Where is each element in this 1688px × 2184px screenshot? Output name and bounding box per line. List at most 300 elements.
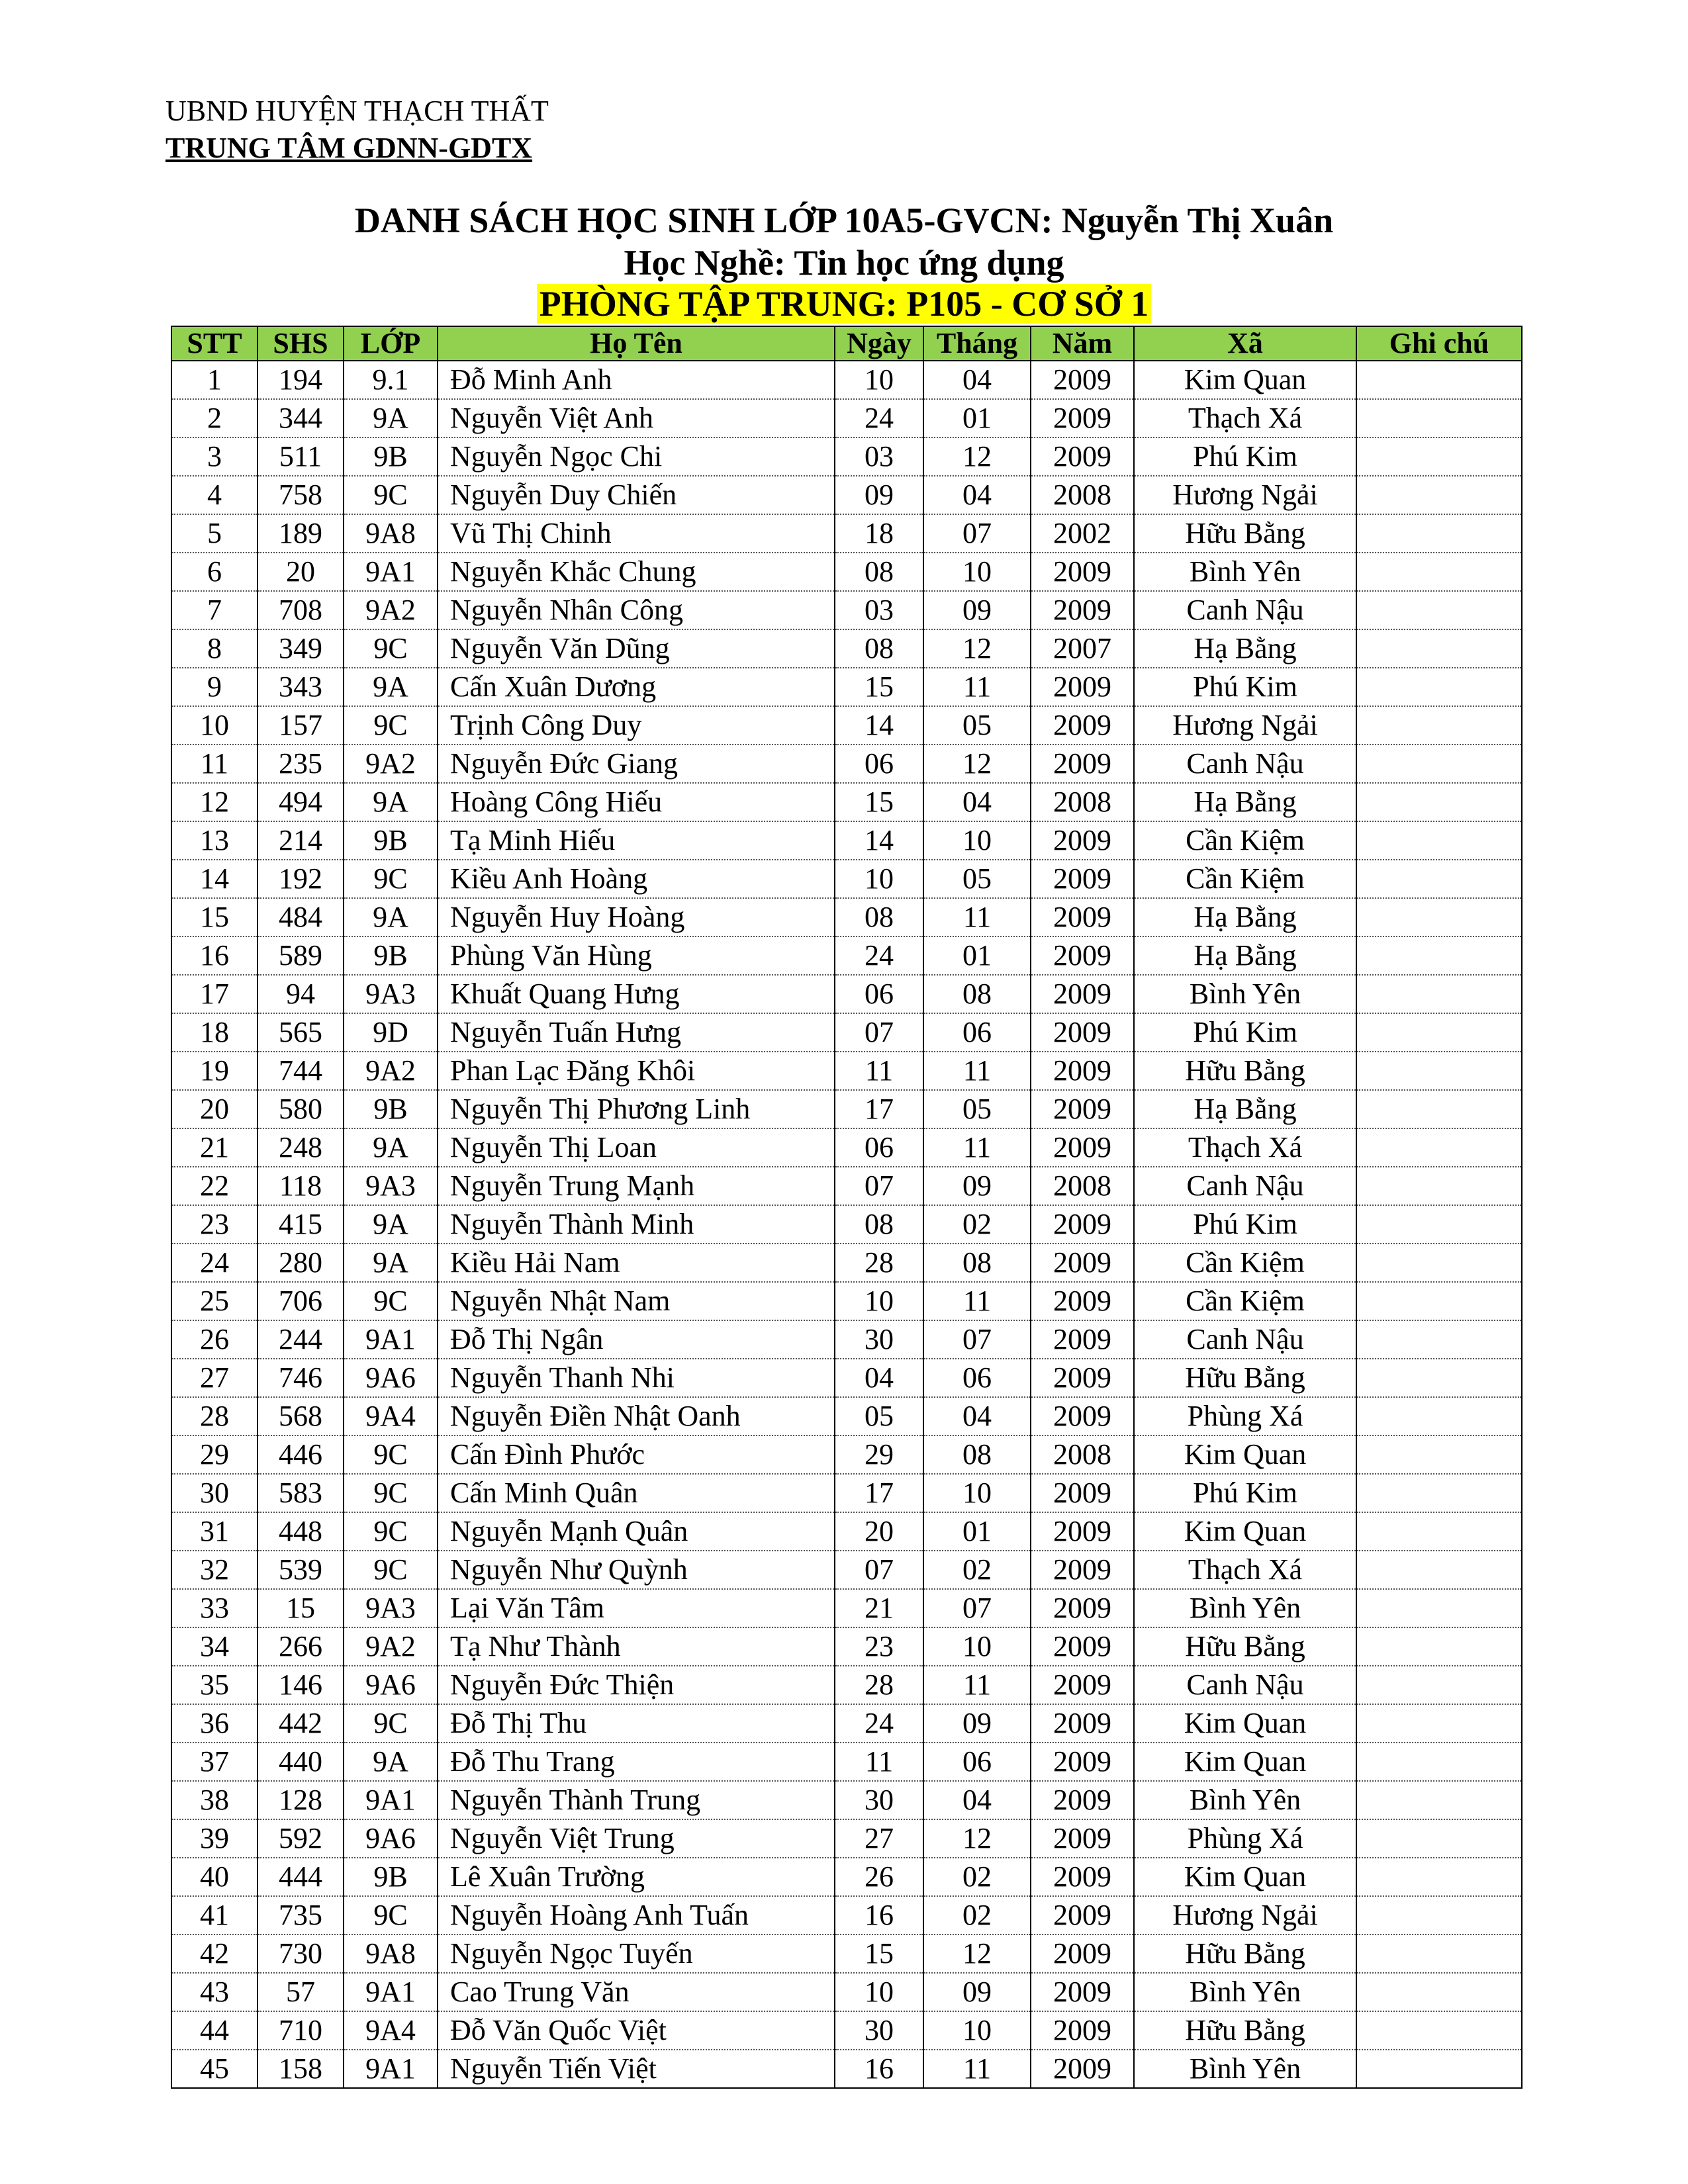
month-cell: 10 [923,1627,1031,1666]
year-cell: 2009 [1031,1743,1134,1781]
note-cell [1356,1973,1522,2011]
stt-cell: 2 [171,399,258,437]
stt-cell: 22 [171,1167,258,1205]
commune-cell: Thạch Xá [1134,399,1356,437]
name-cell: Đỗ Thị Ngân [438,1320,835,1359]
commune-cell: Phùng Xá [1134,1397,1356,1435]
year-cell: 2009 [1031,1320,1134,1359]
note-cell [1356,437,1522,476]
table-row [171,860,1522,898]
stt-cell: 38 [171,1781,258,1819]
day-cell: 15 [835,668,923,706]
day-cell: 07 [835,1167,923,1205]
month-cell: 02 [923,1896,1031,1934]
class-cell: 9C [344,706,438,745]
year-cell: 2009 [1031,1244,1134,1282]
year-cell: 2009 [1031,1858,1134,1896]
year-cell: 2009 [1031,1589,1134,1627]
shs-cell: 146 [258,1666,344,1704]
shs-cell: 511 [258,437,344,476]
class-cell: 9B [344,437,438,476]
commune-cell: Phùng Xá [1134,1819,1356,1858]
commune-cell: Hương Ngải [1134,476,1356,514]
year-cell: 2009 [1031,1128,1134,1167]
shs-cell: 214 [258,821,344,860]
stt-cell: 11 [171,745,258,783]
class-cell: 9A [344,1244,438,1282]
class-cell: 9B [344,1858,438,1896]
day-cell: 03 [835,591,923,629]
note-cell [1356,1781,1522,1819]
day-cell: 28 [835,1244,923,1282]
month-cell: 02 [923,1205,1031,1244]
name-cell: Nguyễn Điền Nhật Oanh [438,1397,835,1435]
table-row [171,821,1522,860]
stt-cell: 3 [171,437,258,476]
name-cell: Nguyễn Duy Chiến [438,476,835,514]
commune-cell: Hạ Bằng [1134,936,1356,975]
note-cell [1356,476,1522,514]
note-cell [1356,399,1522,437]
year-cell: 2009 [1031,1359,1134,1397]
stt-cell: 27 [171,1359,258,1397]
table-row [171,514,1522,553]
day-cell: 10 [835,361,923,399]
stt-cell: 25 [171,1282,258,1320]
shs-cell: 157 [258,706,344,745]
day-cell: 27 [835,1819,923,1858]
class-cell: 9C [344,1282,438,1320]
table-row [171,1589,1522,1627]
note-cell [1356,706,1522,745]
stt-cell: 4 [171,476,258,514]
month-cell: 09 [923,1973,1031,2011]
day-cell: 16 [835,1896,923,1934]
commune-cell: Hương Ngải [1134,706,1356,745]
class-cell: 9A [344,898,438,936]
room-title-highlight: PHÒNG TẬP TRUNG: P105 - CƠ SỞ 1 [537,284,1152,324]
table-row [171,1704,1522,1743]
class-cell: 9A4 [344,2011,438,2050]
class-cell: 9A8 [344,514,438,553]
year-cell: 2009 [1031,361,1134,399]
name-cell: Nguyễn Như Quỳnh [438,1551,835,1589]
table-row [171,1167,1522,1205]
shs-cell: 20 [258,553,344,591]
shs-cell: 158 [258,2050,344,2088]
shs-cell: 235 [258,745,344,783]
shs-cell: 568 [258,1397,344,1435]
note-cell [1356,668,1522,706]
column-header: Ghi chú [1356,326,1522,361]
table-row [171,1052,1522,1090]
stt-cell: 7 [171,591,258,629]
name-cell: Hoàng Công Hiếu [438,783,835,821]
commune-cell: Hạ Bằng [1134,1090,1356,1128]
stt-cell: 21 [171,1128,258,1167]
name-cell: Nguyễn Nhân Công [438,591,835,629]
commune-cell: Phú Kim [1134,1205,1356,1244]
class-cell: 9C [344,476,438,514]
day-cell: 28 [835,1666,923,1704]
stt-cell: 37 [171,1743,258,1781]
shs-cell: 744 [258,1052,344,1090]
table-row [171,629,1522,668]
commune-cell: Phú Kim [1134,1474,1356,1512]
year-cell: 2009 [1031,553,1134,591]
name-cell: Đỗ Thu Trang [438,1743,835,1781]
stt-cell: 10 [171,706,258,745]
column-header: STT [171,326,258,361]
day-cell: 06 [835,975,923,1013]
class-cell: 9A2 [344,745,438,783]
note-cell [1356,1934,1522,1973]
year-cell: 2009 [1031,898,1134,936]
commune-cell: Cần Kiệm [1134,1244,1356,1282]
name-cell: Nguyễn Tuấn Hưng [438,1013,835,1052]
day-cell: 08 [835,553,923,591]
month-cell: 07 [923,1320,1031,1359]
year-cell: 2009 [1031,668,1134,706]
stt-cell: 45 [171,2050,258,2088]
column-header: Họ Tên [438,326,835,361]
table-row [171,591,1522,629]
shs-cell: 730 [258,1934,344,1973]
day-cell: 26 [835,1858,923,1896]
name-cell: Tạ Như Thành [438,1627,835,1666]
note-cell [1356,361,1522,399]
shs-cell: 128 [258,1781,344,1819]
shs-cell: 484 [258,898,344,936]
note-cell [1356,1013,1522,1052]
note-cell [1356,1743,1522,1781]
day-cell: 17 [835,1474,923,1512]
shs-cell: 444 [258,1858,344,1896]
shs-cell: 192 [258,860,344,898]
note-cell [1356,1282,1522,1320]
day-cell: 04 [835,1359,923,1397]
shs-cell: 494 [258,783,344,821]
stt-cell: 19 [171,1052,258,1090]
month-cell: 05 [923,860,1031,898]
month-cell: 12 [923,629,1031,668]
month-cell: 07 [923,514,1031,553]
note-cell [1356,591,1522,629]
table-row [171,1282,1522,1320]
column-header: Năm [1031,326,1134,361]
day-cell: 24 [835,399,923,437]
table-row [171,1743,1522,1781]
class-cell: 9A8 [344,1934,438,1973]
year-cell: 2009 [1031,1627,1134,1666]
day-cell: 10 [835,860,923,898]
class-cell: 9A1 [344,1973,438,2011]
commune-cell: Bình Yên [1134,1589,1356,1627]
shs-cell: 592 [258,1819,344,1858]
day-cell: 14 [835,821,923,860]
commune-cell: Thạch Xá [1134,1128,1356,1167]
class-cell: 9A [344,1743,438,1781]
month-cell: 08 [923,1244,1031,1282]
year-cell: 2009 [1031,821,1134,860]
stt-cell: 40 [171,1858,258,1896]
shs-cell: 248 [258,1128,344,1167]
commune-cell: Thạch Xá [1134,1551,1356,1589]
commune-cell: Canh Nậu [1134,1666,1356,1704]
class-cell: 9A3 [344,1167,438,1205]
year-cell: 2009 [1031,745,1134,783]
table-row [171,1205,1522,1244]
note-cell [1356,1666,1522,1704]
stt-cell: 13 [171,821,258,860]
day-cell: 16 [835,2050,923,2088]
table-row [171,706,1522,745]
name-cell: Nguyễn Việt Anh [438,399,835,437]
month-cell: 10 [923,1474,1031,1512]
note-cell [1356,1397,1522,1435]
shs-cell: 244 [258,1320,344,1359]
table-row [171,1244,1522,1282]
stt-cell: 16 [171,936,258,975]
month-cell: 12 [923,1819,1031,1858]
class-cell: 9B [344,936,438,975]
note-cell [1356,1896,1522,1934]
name-cell: Đỗ Thị Thu [438,1704,835,1743]
class-cell: 9A [344,668,438,706]
shs-cell: 189 [258,514,344,553]
class-cell: 9A3 [344,1589,438,1627]
name-cell: Cấn Minh Quân [438,1474,835,1512]
day-cell: 20 [835,1512,923,1551]
commune-cell: Cần Kiệm [1134,821,1356,860]
table-row [171,936,1522,975]
shs-cell: 266 [258,1627,344,1666]
note-cell [1356,1512,1522,1551]
shs-cell: 446 [258,1435,344,1474]
commune-cell: Hữu Bằng [1134,1934,1356,1973]
shs-cell: 589 [258,936,344,975]
commune-cell: Hạ Bằng [1134,629,1356,668]
year-cell: 2009 [1031,1704,1134,1743]
stt-cell: 43 [171,1973,258,2011]
month-cell: 12 [923,745,1031,783]
note-cell [1356,1551,1522,1589]
commune-cell: Canh Nậu [1134,1167,1356,1205]
stt-cell: 28 [171,1397,258,1435]
note-cell [1356,1474,1522,1512]
page-subtitle: Học Nghề: Tin học ứng dụng [624,243,1064,283]
year-cell: 2009 [1031,399,1134,437]
table-row [171,1397,1522,1435]
class-cell: 9A3 [344,975,438,1013]
day-cell: 24 [835,1704,923,1743]
class-cell: 9D [344,1013,438,1052]
stt-cell: 18 [171,1013,258,1052]
year-cell: 2009 [1031,1934,1134,1973]
note-cell [1356,1320,1522,1359]
table-row [171,1551,1522,1589]
month-cell: 11 [923,1282,1031,1320]
shs-cell: 440 [258,1743,344,1781]
name-cell: Phan Lạc Đăng Khôi [438,1052,835,1090]
stt-cell: 42 [171,1934,258,1973]
day-cell: 08 [835,1205,923,1244]
note-cell [1356,1052,1522,1090]
note-cell [1356,1128,1522,1167]
day-cell: 07 [835,1013,923,1052]
day-cell: 09 [835,476,923,514]
month-cell: 02 [923,1858,1031,1896]
table-row [171,1627,1522,1666]
year-cell: 2008 [1031,1167,1134,1205]
year-cell: 2009 [1031,860,1134,898]
day-cell: 11 [835,1052,923,1090]
class-cell: 9A2 [344,1627,438,1666]
name-cell: Nguyễn Tiến Việt [438,2050,835,2088]
class-cell: 9A6 [344,1666,438,1704]
stt-cell: 1 [171,361,258,399]
table-row [171,553,1522,591]
month-cell: 09 [923,1704,1031,1743]
column-header: Tháng [923,326,1031,361]
day-cell: 15 [835,783,923,821]
document-titles [0,199,1688,324]
commune-cell: Bình Yên [1134,1781,1356,1819]
note-cell [1356,1359,1522,1397]
name-cell: Khuất Quang Hưng [438,975,835,1013]
note-cell [1356,1858,1522,1896]
class-cell: 9A1 [344,1320,438,1359]
shs-cell: 15 [258,1589,344,1627]
commune-cell: Hạ Bằng [1134,898,1356,936]
name-cell: Vũ Thị Chinh [438,514,835,553]
month-cell: 06 [923,1359,1031,1397]
note-cell [1356,860,1522,898]
year-cell: 2009 [1031,1013,1134,1052]
class-cell: 9C [344,1512,438,1551]
name-cell: Nguyễn Mạnh Quân [438,1512,835,1551]
column-header: Xã [1134,326,1356,361]
stt-cell: 36 [171,1704,258,1743]
table-row [171,1090,1522,1128]
name-cell: Đỗ Minh Anh [438,361,835,399]
day-cell: 17 [835,1090,923,1128]
shs-cell: 580 [258,1090,344,1128]
day-cell: 30 [835,1320,923,1359]
shs-cell: 349 [258,629,344,668]
month-cell: 11 [923,1666,1031,1704]
column-header: SHS [258,326,344,361]
note-cell [1356,514,1522,553]
commune-cell: Canh Nậu [1134,1320,1356,1359]
month-cell: 06 [923,1013,1031,1052]
table-row [171,1320,1522,1359]
class-cell: 9B [344,821,438,860]
name-cell: Nguyễn Nhật Nam [438,1282,835,1320]
month-cell: 05 [923,1090,1031,1128]
year-cell: 2009 [1031,1666,1134,1704]
note-cell [1356,1704,1522,1743]
month-cell: 01 [923,1512,1031,1551]
month-cell: 09 [923,591,1031,629]
year-cell: 2009 [1031,2011,1134,2050]
month-cell: 11 [923,1052,1031,1090]
name-cell: Nguyễn Đức Thiện [438,1666,835,1704]
month-cell: 04 [923,1781,1031,1819]
name-cell: Đỗ Văn Quốc Việt [438,2011,835,2050]
month-cell: 08 [923,1435,1031,1474]
note-cell [1356,1090,1522,1128]
month-cell: 07 [923,1589,1031,1627]
note-cell [1356,553,1522,591]
month-cell: 09 [923,1167,1031,1205]
shs-cell: 448 [258,1512,344,1551]
note-cell [1356,1819,1522,1858]
stt-cell: 34 [171,1627,258,1666]
shs-cell: 343 [258,668,344,706]
year-cell: 2009 [1031,1397,1134,1435]
day-cell: 10 [835,1973,923,2011]
column-header: Ngày [835,326,923,361]
name-cell: Lê Xuân Trường [438,1858,835,1896]
commune-cell: Kim Quan [1134,1704,1356,1743]
table-row [171,1819,1522,1858]
month-cell: 12 [923,1934,1031,1973]
commune-cell: Phú Kim [1134,668,1356,706]
month-cell: 04 [923,361,1031,399]
month-cell: 11 [923,2050,1031,2088]
name-cell: Kiều Anh Hoàng [438,860,835,898]
year-cell: 2009 [1031,1282,1134,1320]
year-cell: 2009 [1031,706,1134,745]
note-cell [1356,1589,1522,1627]
month-cell: 06 [923,1743,1031,1781]
day-cell: 23 [835,1627,923,1666]
table-row [171,2050,1522,2088]
name-cell: Kiều Hải Nam [438,1244,835,1282]
year-cell: 2007 [1031,629,1134,668]
name-cell: Nguyễn Thanh Nhi [438,1359,835,1397]
name-cell: Cao Trung Văn [438,1973,835,2011]
table-row [171,1896,1522,1934]
class-cell: 9A1 [344,2050,438,2088]
table-row [171,1128,1522,1167]
commune-cell: Kim Quan [1134,1435,1356,1474]
year-cell: 2009 [1031,975,1134,1013]
class-cell: 9A [344,1205,438,1244]
table-row [171,1781,1522,1819]
day-cell: 14 [835,706,923,745]
shs-cell: 583 [258,1474,344,1512]
day-cell: 11 [835,1743,923,1781]
name-cell: Nguyễn Thành Minh [438,1205,835,1244]
day-cell: 30 [835,1781,923,1819]
table-row [171,975,1522,1013]
commune-cell: Canh Nậu [1134,745,1356,783]
month-cell: 11 [923,668,1031,706]
day-cell: 10 [835,1282,923,1320]
year-cell: 2009 [1031,1512,1134,1551]
stt-cell: 29 [171,1435,258,1474]
day-cell: 08 [835,898,923,936]
table-row [171,1474,1522,1512]
name-cell: Nguyễn Thành Trung [438,1781,835,1819]
stt-cell: 12 [171,783,258,821]
table-row [171,1013,1522,1052]
class-cell: 9A6 [344,1359,438,1397]
table-row [171,1666,1522,1704]
room-title [0,283,1688,324]
